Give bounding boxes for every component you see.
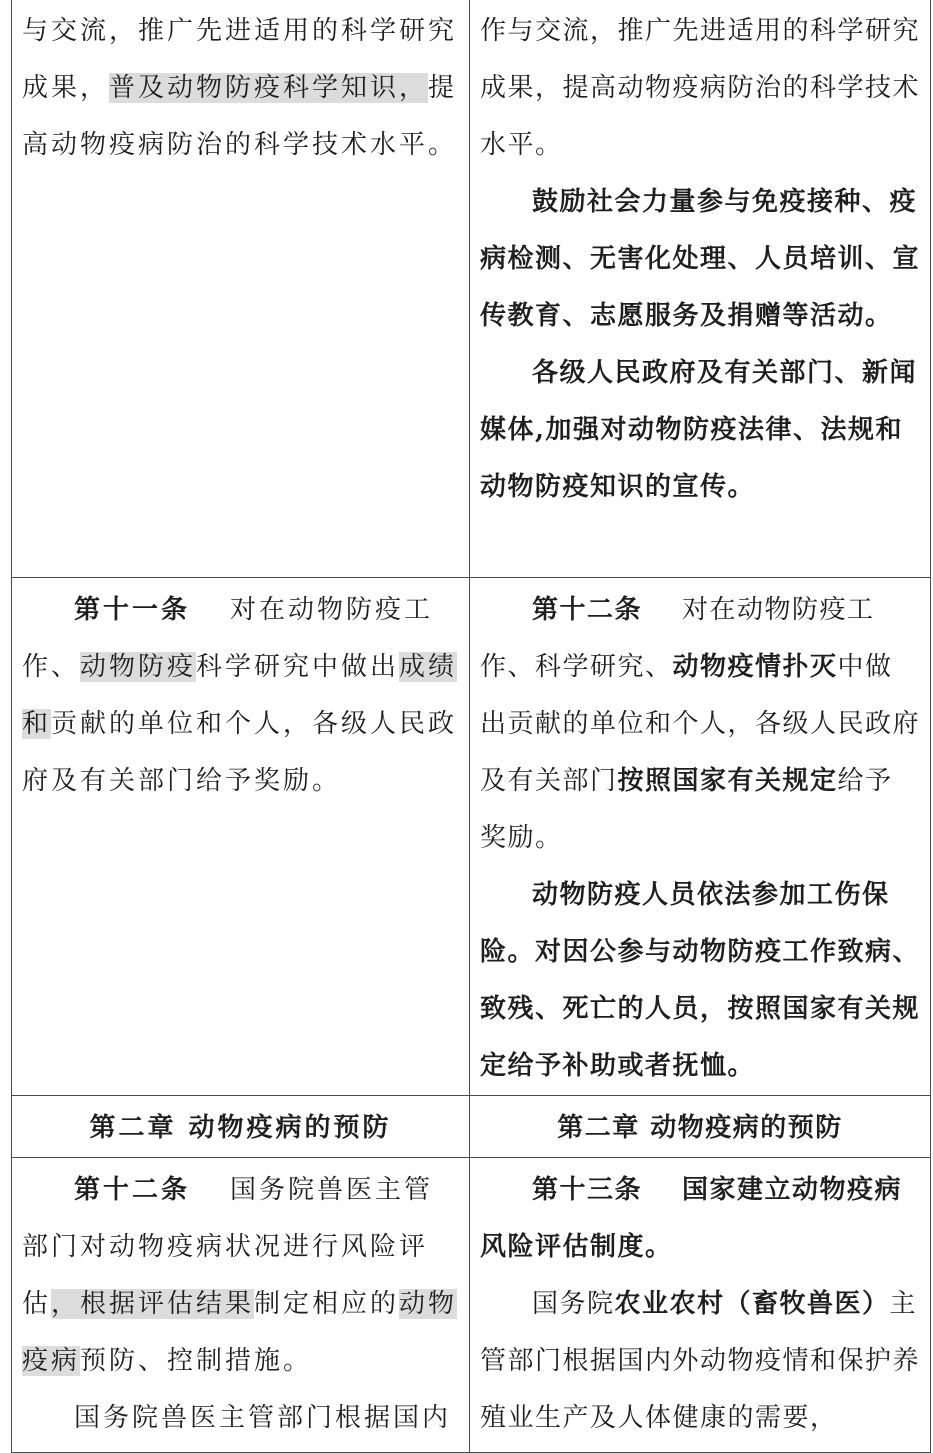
left-cell	[12, 578, 470, 1096]
paragraph: 与交流，推广先进适用的科学研究成果，普及动物防疫科学知识，提高动物疫病防治的科学技术水平。	[22, 16, 458, 160]
paragraph: 国务院农业农村（畜牧兽医）主管部门根据国内外动物疫情和保护养殖业生产及人体健康的需要，	[480, 1289, 921, 1433]
bold-text: 农业农村（畜牧兽医）	[614, 1289, 890, 1319]
highlighted-text: ，根据评估结果	[51, 1289, 255, 1319]
article-heading: 第十二条	[74, 1175, 191, 1205]
paragraph: 动物防疫人员依法参加工伤保险。对因公参与动物防疫工作致病、致残、死亡的人员，按照国家有关规定给予补助或者抚恤。	[480, 880, 921, 1081]
highlighted-text: 普及动物防疫科学知识，	[109, 73, 429, 103]
bold-text: 按照国家有关规定	[617, 766, 838, 796]
article-heading: 第十三条	[532, 1175, 643, 1205]
article-paragraph: 第十二条 国务院兽医主管部门对动物疫病状况进行风险评估，根据评估结果制定相应的动物疫病预防、控制措施。	[22, 1175, 458, 1376]
right-cell	[470, 1158, 931, 1453]
chapter-heading-left: 第二章 动物疫病的预防	[12, 1096, 470, 1158]
table-row	[12, 578, 931, 1096]
highlighted-text: 动物疫病	[22, 1289, 458, 1376]
table-row	[12, 0, 931, 578]
article-heading: 第十一条	[74, 595, 191, 625]
right-cell	[470, 0, 931, 578]
article-heading: 第十二条	[532, 595, 643, 625]
bold-text: 动物疫情扑灭	[672, 652, 838, 682]
comparison-table	[11, 0, 931, 1453]
highlighted-text: 动物防疫	[80, 652, 197, 682]
article-paragraph: 第十三条 国家建立动物疫病风险评估制度。	[480, 1175, 903, 1262]
paragraph: 作与交流，推广先进适用的科学研究成果，提高动物疫病防治的科学技术水平。	[480, 16, 921, 160]
article-paragraph: 第十二条 对在动物防疫工作、科学研究、动物疫情扑灭中做出贡献的单位和个人，各级人民政府及有关部门按照国家有关规定给予奖励。	[480, 595, 921, 853]
chapter-heading-right: 第二章 动物疫病的预防	[470, 1096, 931, 1158]
left-cell	[12, 1158, 470, 1453]
right-cell	[470, 578, 931, 1096]
left-cell	[12, 0, 470, 578]
paragraph: 鼓励社会力量参与免疫接种、疫病检测、无害化处理、人员培训、宣传教育、志愿服务及捐赠等活动。	[480, 187, 921, 331]
article-paragraph: 第十一条 对在动物防疫工作、动物防疫科学研究中做出成绩和贡献的单位和个人，各级人民政府及有关部门给予奖励。	[22, 595, 458, 796]
highlighted-text: 成绩和	[22, 652, 458, 739]
paragraph: 各级人民政府及有关部门、新闻媒体,加强对动物防疫法律、法规和动物防疫知识的宣传。	[480, 358, 918, 502]
paragraph: 国务院兽医主管部门根据国内	[74, 1403, 452, 1433]
table-row	[12, 1158, 931, 1453]
table-row	[12, 1096, 931, 1158]
